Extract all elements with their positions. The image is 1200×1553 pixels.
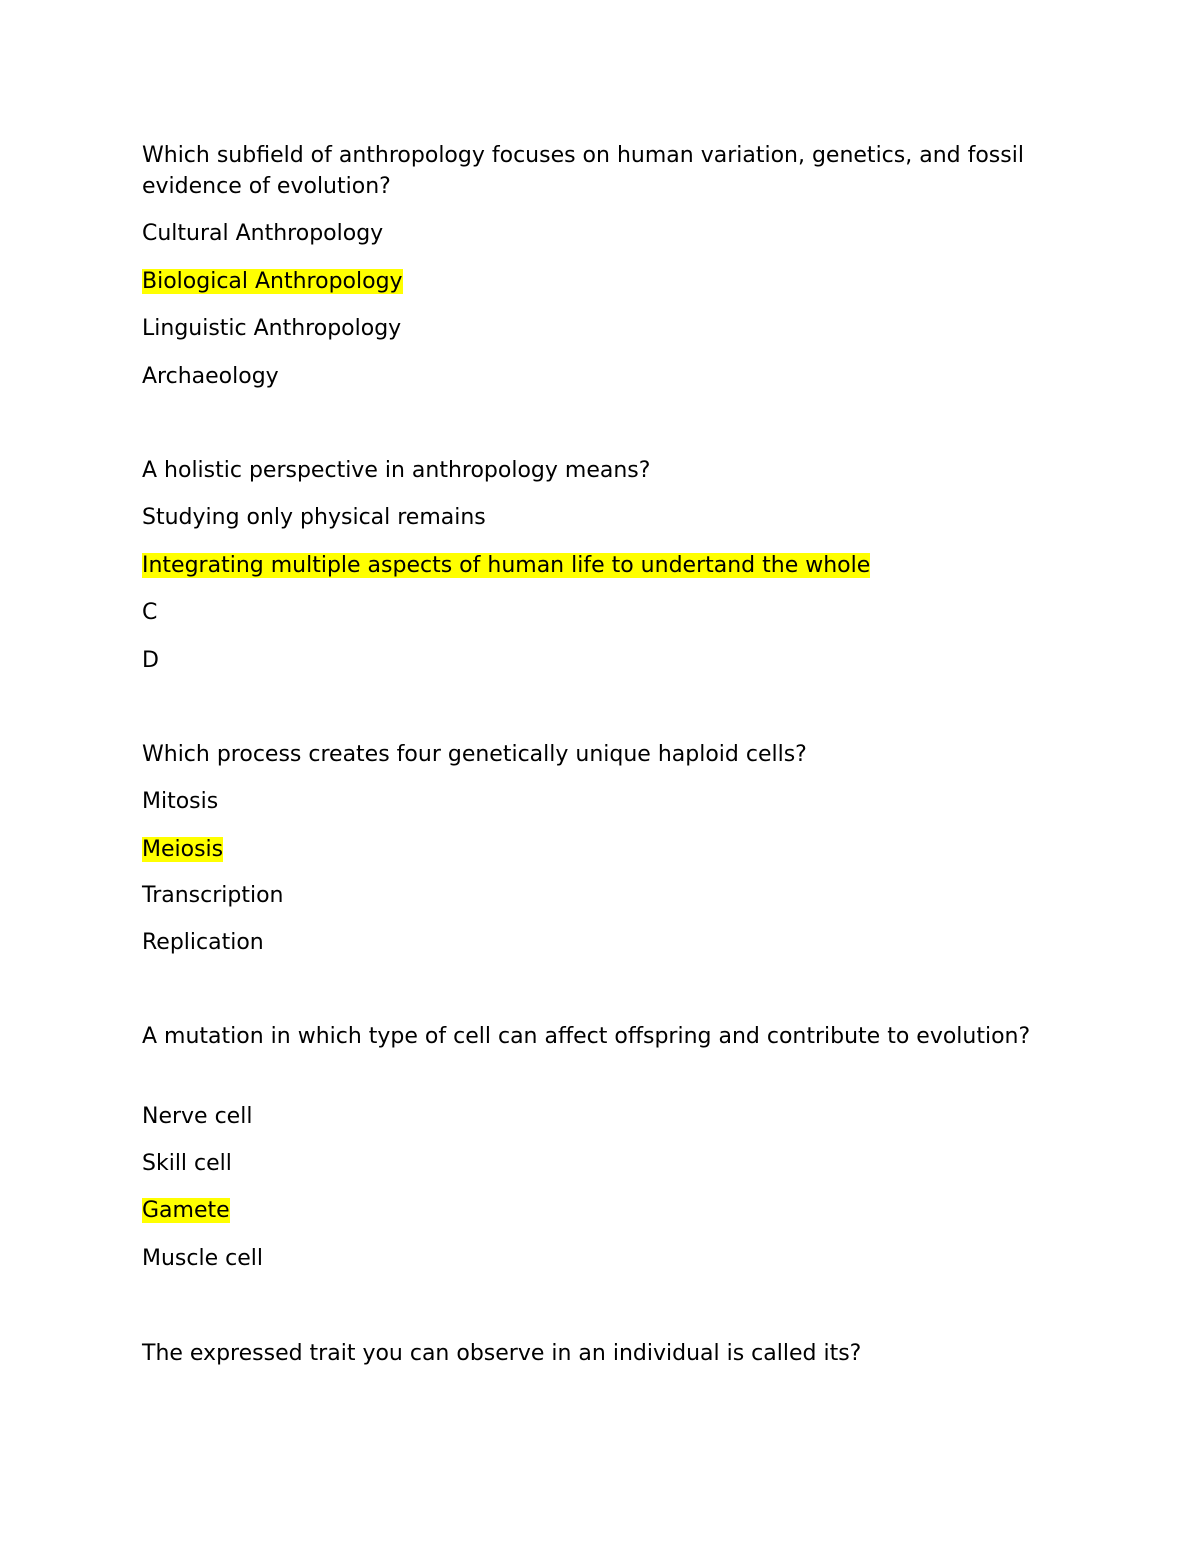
question-text: Which subfield of anthropology focuses on human variation, genetics, and fossil evidence of evolution? xyxy=(142,143,1024,199)
option-text: Transcription xyxy=(142,883,284,908)
answer-option-highlighted xyxy=(142,834,223,865)
option-text: Integrating multiple aspects of human life to undertand the whole xyxy=(142,553,871,578)
option-text: Gamete xyxy=(142,1198,230,1223)
option-text: D xyxy=(142,648,159,673)
answer-option xyxy=(142,1101,252,1132)
option-text: Archaeology xyxy=(142,364,279,389)
answer-option xyxy=(142,880,284,911)
question-text: A mutation in which type of cell can affect offspring and contribute to evolution? xyxy=(142,1024,1031,1049)
answer-option xyxy=(142,313,401,344)
option-text: Meiosis xyxy=(142,837,224,862)
option-text: Nerve cell xyxy=(142,1104,253,1129)
option-text: Replication xyxy=(142,930,264,955)
option-text: Studying only physical remains xyxy=(142,505,486,530)
answer-option xyxy=(142,597,157,628)
question-text: Which process creates four genetically unique haploid cells? xyxy=(142,742,807,767)
answer-option xyxy=(142,218,383,249)
option-text: Linguistic Anthropology xyxy=(142,316,402,341)
option-text: Cultural Anthropology xyxy=(142,221,384,246)
answer-option-highlighted xyxy=(142,1195,230,1226)
option-text: Skill cell xyxy=(142,1151,232,1176)
option-text: Mitosis xyxy=(142,789,219,814)
answer-option xyxy=(142,927,264,958)
question-text: The expressed trait you can observe in an individual is called its? xyxy=(142,1341,862,1366)
option-text: Biological Anthropology xyxy=(142,269,403,294)
answer-option xyxy=(142,786,218,817)
answer-option xyxy=(142,1148,232,1179)
option-text: Muscle cell xyxy=(142,1246,263,1271)
question-text: A holistic perspective in anthropology means? xyxy=(142,458,651,483)
answer-option xyxy=(142,645,159,676)
answer-option xyxy=(142,361,279,392)
answer-option xyxy=(142,502,486,533)
answer-option-highlighted xyxy=(142,266,403,297)
option-text: C xyxy=(142,600,158,625)
answer-option xyxy=(142,1243,263,1274)
answer-option-highlighted xyxy=(142,550,870,581)
